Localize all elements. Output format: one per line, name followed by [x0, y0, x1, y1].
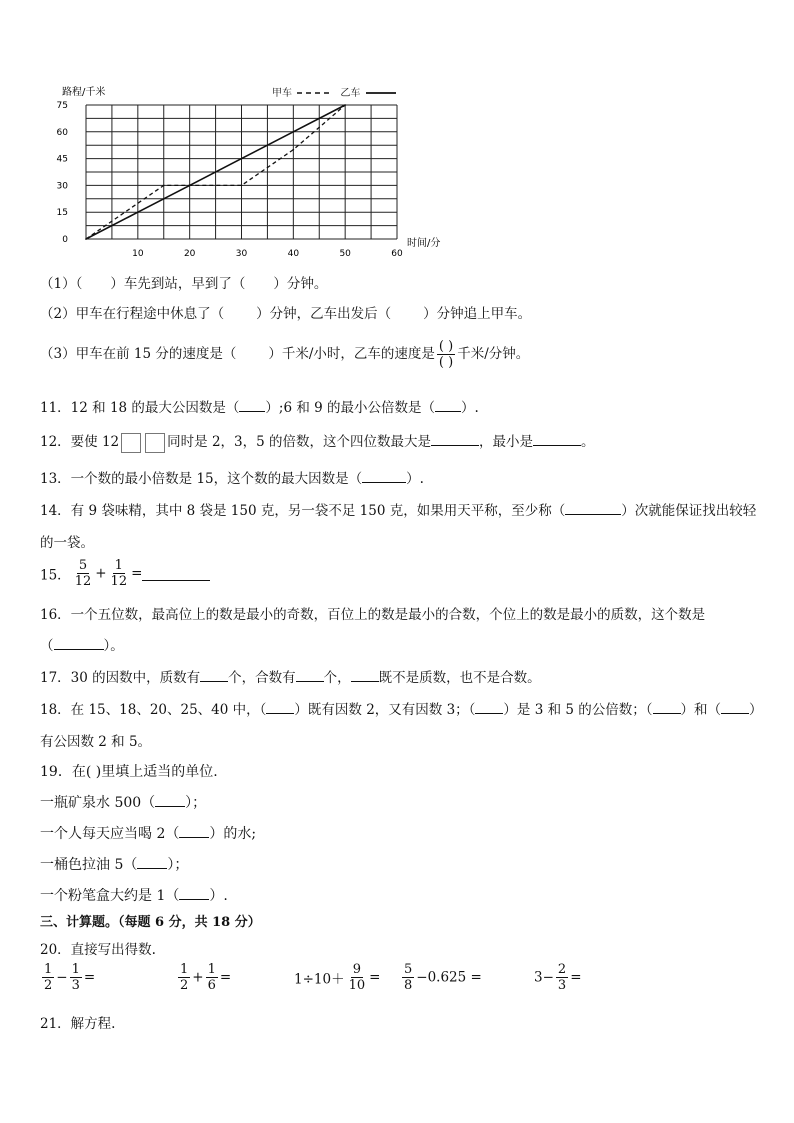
- x-tick-label: 30: [235, 249, 248, 259]
- y-tick-label: 0: [62, 235, 68, 245]
- data-point: [241, 158, 243, 160]
- y-tick-label: 60: [56, 127, 68, 138]
- x-tick-labels: [132, 249, 403, 259]
- y-tick-label: 30: [56, 181, 68, 192]
- y-tick-label: 75: [56, 101, 68, 111]
- q10-part1: [40, 272, 327, 292]
- q10-part2: [40, 302, 531, 322]
- x-tick-label: 50: [339, 249, 351, 259]
- y-tick-label: 45: [56, 154, 68, 165]
- q10-p1-text-a: （1）（: [40, 276, 83, 292]
- q17: 17．30 的因数中，质数有 个，合数有 个， 既不是质数，也不是合数。: [40, 666, 541, 686]
- q19-line: 一个粉笔盒大约是 1（ ）.: [40, 885, 228, 905]
- q19-line: 一瓶矿泉水 500（ ）；: [40, 792, 206, 812]
- q10-p1-text-b: ）车先到站，早到了（: [110, 276, 246, 292]
- q10-p3-text-a: （3）甲车在前 15 分的速度是（: [40, 346, 237, 362]
- data-point: [344, 104, 346, 106]
- q10-blank-fraction: $\frac{( )}{( )}$: [438, 339, 454, 370]
- legend-dashed-line: [295, 90, 331, 96]
- x-tick-label: 20: [183, 249, 196, 259]
- q10-p2-text-a: （2）甲车在行程途中休息了（: [40, 306, 225, 322]
- fraction: $\frac{1}{12}$: [110, 558, 128, 589]
- data-point: [293, 149, 295, 151]
- q20-title: 20．直接写出得数.: [40, 942, 156, 958]
- chart-legend: [272, 84, 398, 99]
- q10-part3: [40, 336, 529, 372]
- q20-expr4: $\frac{5}{8}$ −0.625 =: [404, 962, 482, 993]
- q20-expr3: 1÷10＋ $\frac{9}{10}$ =: [294, 962, 381, 993]
- q10-p2-text-c: ）分钟追上甲车。: [423, 306, 532, 322]
- x-tick-label: 40: [287, 249, 300, 259]
- q20-expr1: $\frac{1}{2}$ − $\frac{1}{3}$ =: [44, 962, 96, 993]
- section-heading: 三、计算题。（每题 6 分，共 18 分）: [40, 915, 261, 930]
- y-tick-labels: [57, 101, 69, 245]
- x-tick-label: 10: [132, 249, 144, 259]
- legend-solid-line: [364, 90, 398, 96]
- legend-jia-label: 甲车: [272, 88, 292, 99]
- data-point: [163, 185, 165, 187]
- x-axis-label: 时间/分: [407, 238, 441, 249]
- data-point: [85, 238, 87, 240]
- q18-line1: 18．在 15、18、20、25、40 中，（ ）既有因数 2，又有因数 3；（ ）是 3 和 5 的公倍数；（ ）和（ ）: [40, 698, 763, 718]
- q10-p2-text-b: ）分钟，乙车出发后（: [256, 306, 392, 322]
- data-point: [241, 185, 243, 187]
- y-axis-label: 路程/千米: [62, 87, 106, 98]
- q13: 13．一个数的最小倍数是 15，这个数的最大因数是（ ）.: [40, 467, 424, 487]
- y-tick-label: 15: [56, 208, 68, 219]
- q19-line: 一个人每天应当喝 2（ ）的水;: [40, 823, 256, 843]
- q14-line1: 14．有 9 袋味精，其中 8 袋是 150 克，另一袋不足 150 克，如果用天平称，至少称（ ）次就能保证找出较轻: [40, 499, 756, 519]
- q11: 11．12 和 18 的最大公因数是（ ）;6 和 9 的最小公倍数是（ ）.: [40, 396, 479, 416]
- data-point: [137, 211, 139, 213]
- q14-line2: 的一袋。: [40, 535, 94, 551]
- q16-line2: （ ）。: [40, 634, 124, 654]
- data-point: [293, 131, 295, 133]
- q19-line: 一桶色拉油 5（ ）；: [40, 854, 188, 874]
- digit-box[interactable]: [145, 433, 165, 453]
- distance-time-chart: [40, 78, 441, 268]
- data-point: [189, 185, 191, 187]
- q18-line2: 有公因数 2 和 5。: [40, 734, 152, 750]
- q12: 12．要使 12 同时是 2，3，5 的倍数，这个四位数最大是 ，最小是 。: [40, 430, 595, 453]
- q21-title: 21．解方程.: [40, 1016, 116, 1032]
- q10-p1-text-c: ）分钟。: [273, 276, 328, 292]
- digit-box[interactable]: [121, 433, 141, 453]
- q10-p3-text-c: 千米/分钟。: [457, 346, 530, 362]
- q15: 15． $\frac{5}{12}$ + $\frac{1}{12}$ =: [40, 558, 210, 589]
- q20-expr2: $\frac{1}{2}$ + $\frac{1}{6}$ =: [180, 962, 232, 993]
- q16-line1: 16．一个五位数，最高位上的数是最小的奇数，百位上的数是最小的合数，个位上的数是最小的质数，这个数是: [40, 607, 706, 623]
- x-tick-label: 60: [391, 249, 403, 259]
- q19-title: 19．在( )里填上适当的单位.: [40, 764, 218, 780]
- fraction: $\frac{5}{12}$: [74, 558, 92, 589]
- legend-yi-label: 乙车: [340, 88, 361, 99]
- q10-p3-text-b: ）千米/小时，乙车的速度是: [268, 346, 435, 362]
- q20-expr5: 3− $\frac{2}{3}$ =: [534, 962, 582, 993]
- chart-grid: [86, 105, 397, 239]
